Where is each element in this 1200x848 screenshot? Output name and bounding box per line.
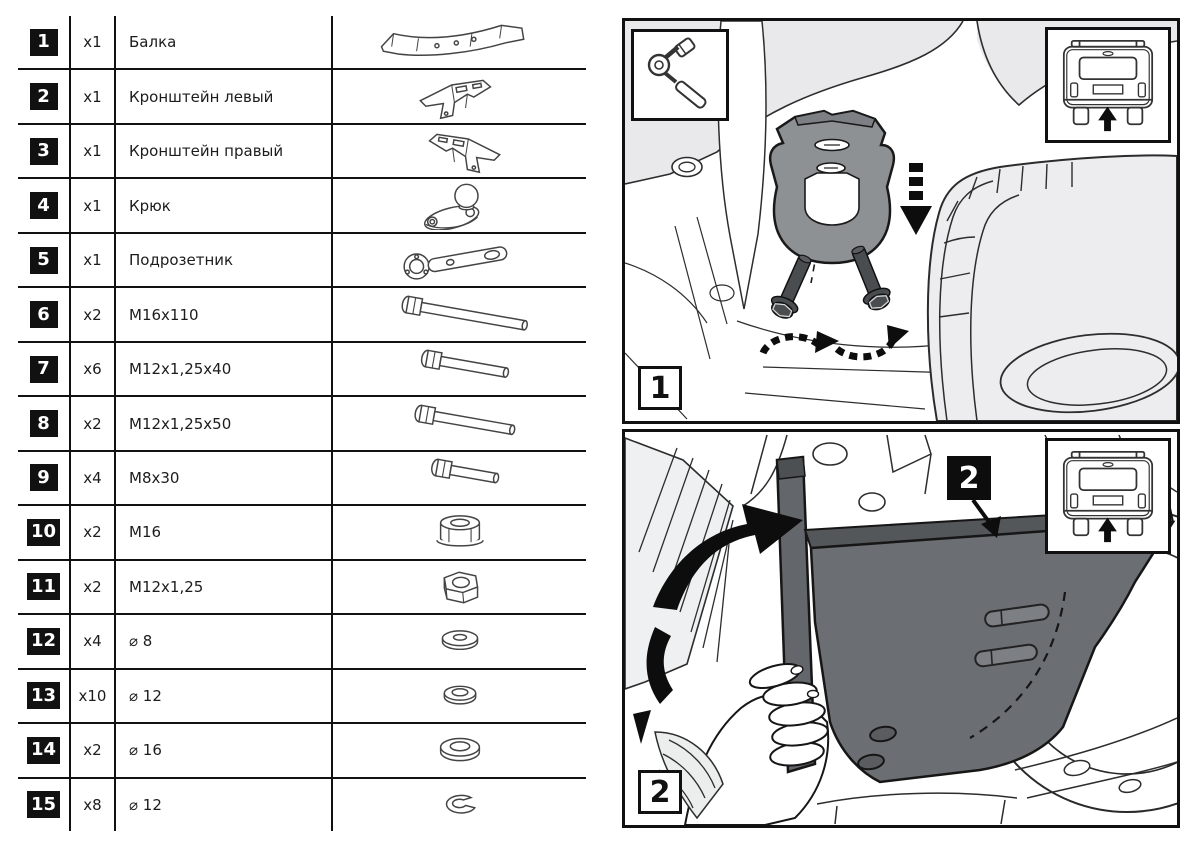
part-number-badge: 2 [30, 83, 58, 110]
part-qty-cell: x2 [71, 288, 116, 340]
part-illustration-cell [333, 16, 586, 68]
u-bracket-illustration [770, 111, 894, 263]
table-row [18, 125, 586, 179]
part-name-cell: M12x1,25 [116, 561, 333, 613]
part-number-badge: 8 [30, 410, 58, 437]
part-callout-badge [947, 456, 991, 500]
hex-nut-icon [344, 563, 576, 611]
washer-large-icon [344, 726, 576, 774]
table-row [18, 234, 586, 288]
part-number-cell [18, 70, 71, 122]
part-number-cell [18, 125, 71, 177]
table-row [18, 452, 586, 506]
vehicle-location-inset [1045, 27, 1171, 143]
bolt-long-icon [344, 291, 576, 339]
part-name-cell: ⌀ 12 [116, 779, 333, 831]
attachment-point-arrow-icon [1098, 107, 1117, 132]
part-number-cell [18, 615, 71, 667]
part-qty-cell: x1 [71, 16, 116, 68]
step-number-badge [638, 366, 682, 410]
part-qty-cell: x2 [71, 561, 116, 613]
part-illustration-cell [333, 234, 586, 286]
bolt-left-illustration [767, 251, 819, 323]
part-illustration-cell [333, 288, 586, 340]
part-number-badge: 10 [27, 519, 60, 546]
part-qty-cell: x6 [71, 343, 116, 395]
part-qty-cell: x2 [71, 506, 116, 558]
bolt-medium-icon [344, 345, 576, 393]
bracket-left-icon [344, 73, 576, 121]
part-illustration-cell [333, 670, 586, 722]
part-callout-number: 2 [958, 460, 980, 496]
flange-nut-icon [344, 508, 576, 556]
step-number: 1 [649, 370, 671, 406]
part-name-cell: Кронштейн левый [116, 70, 333, 122]
part-number-cell [18, 779, 71, 831]
part-illustration-cell [333, 179, 586, 231]
part-number-badge: 13 [27, 682, 60, 709]
table-row [18, 70, 586, 124]
part-number-cell [18, 397, 71, 449]
part-number-badge: 9 [30, 464, 58, 491]
down-arrow-icon [900, 163, 932, 235]
part-illustration-cell [333, 125, 586, 177]
part-illustration-cell [333, 506, 586, 558]
table-row [18, 179, 586, 233]
table-row [18, 615, 586, 669]
table-row [18, 343, 586, 397]
part-illustration-cell [333, 779, 586, 831]
table-row [18, 397, 586, 451]
part-number-badge: 7 [30, 356, 58, 383]
part-number-cell [18, 452, 71, 504]
bolt-medium-long-icon [344, 400, 576, 448]
part-number-cell [18, 506, 71, 558]
part-illustration-cell [333, 397, 586, 449]
part-number-badge: 11 [27, 573, 60, 600]
bracket-right-icon [344, 127, 576, 175]
part-illustration-cell [333, 70, 586, 122]
step-number-badge [638, 770, 682, 814]
part-qty-cell: x2 [71, 724, 116, 776]
part-number-badge: 4 [30, 192, 58, 219]
part-name-cell: ⌀ 16 [116, 724, 333, 776]
part-qty-cell: x1 [71, 179, 116, 231]
part-number-badge: 6 [30, 301, 58, 328]
step-number: 2 [649, 774, 671, 810]
beam-icon [344, 18, 576, 66]
part-qty-cell: x1 [71, 125, 116, 177]
part-number-cell [18, 16, 71, 68]
step-2-panel [622, 429, 1180, 828]
part-number-badge: 12 [27, 628, 60, 655]
part-number-cell [18, 288, 71, 340]
attachment-point-arrow-icon [1098, 518, 1117, 543]
washer-medium-icon [344, 672, 576, 720]
vehicle-location-inset [1045, 438, 1171, 554]
part-illustration-cell [333, 343, 586, 395]
part-name-cell: M12x1,25x50 [116, 397, 333, 449]
part-number-cell [18, 561, 71, 613]
part-number-cell [18, 179, 71, 231]
part-number-badge: 3 [30, 138, 58, 165]
part-name-cell: M16 [116, 506, 333, 558]
part-qty-cell: x1 [71, 234, 116, 286]
table-row [18, 779, 586, 831]
part-name-cell: Крюк [116, 179, 333, 231]
table-row [18, 288, 586, 342]
part-qty-cell: x4 [71, 615, 116, 667]
part-name-cell: M12x1,25x40 [116, 343, 333, 395]
tow-ball-icon [344, 182, 576, 230]
part-name-cell: Кронштейн правый [116, 125, 333, 177]
part-name-cell: Подрозетник [116, 234, 333, 286]
part-illustration-cell [333, 452, 586, 504]
part-illustration-cell [333, 724, 586, 776]
part-name-cell: M16x110 [116, 288, 333, 340]
part-number-badge: 1 [30, 29, 58, 56]
part-number-badge: 5 [30, 247, 58, 274]
part-illustration-cell [333, 561, 586, 613]
spring-washer-icon [344, 781, 576, 829]
part-qty-cell: x8 [71, 779, 116, 831]
table-row [18, 670, 586, 724]
tool-inset [631, 29, 729, 121]
part-illustration-cell [333, 615, 586, 667]
socket-plate-icon [344, 236, 576, 284]
washer-small-icon [344, 617, 576, 665]
part-number-cell [18, 670, 71, 722]
part-qty-cell: x10 [71, 670, 116, 722]
ratchet-wrench-icon [634, 32, 726, 118]
part-number-badge: 14 [27, 737, 60, 764]
part-name-cell: ⌀ 12 [116, 670, 333, 722]
vehicle-rear-view-icon [1050, 443, 1166, 549]
bolt-short-icon [344, 454, 576, 502]
table-row [18, 724, 586, 778]
table-row [18, 506, 586, 560]
rotate-arrow-left-icon [763, 331, 839, 353]
part-qty-cell: x1 [71, 70, 116, 122]
table-row [18, 561, 586, 615]
part-number-cell [18, 724, 71, 776]
part-name-cell: ⌀ 8 [116, 615, 333, 667]
step-1-panel [622, 18, 1180, 424]
table-row [18, 16, 586, 70]
part-number-cell [18, 234, 71, 286]
vehicle-rear-view-icon [1050, 32, 1166, 138]
part-qty-cell: x4 [71, 452, 116, 504]
tire-illustration [928, 155, 1177, 421]
rotate-arrow-right-icon [837, 325, 909, 357]
part-name-cell: M8x30 [116, 452, 333, 504]
part-name-cell: Балка [116, 16, 333, 68]
part-number-cell [18, 343, 71, 395]
part-qty-cell: x2 [71, 397, 116, 449]
part-number-badge: 15 [27, 791, 60, 818]
parts-table [18, 16, 586, 831]
